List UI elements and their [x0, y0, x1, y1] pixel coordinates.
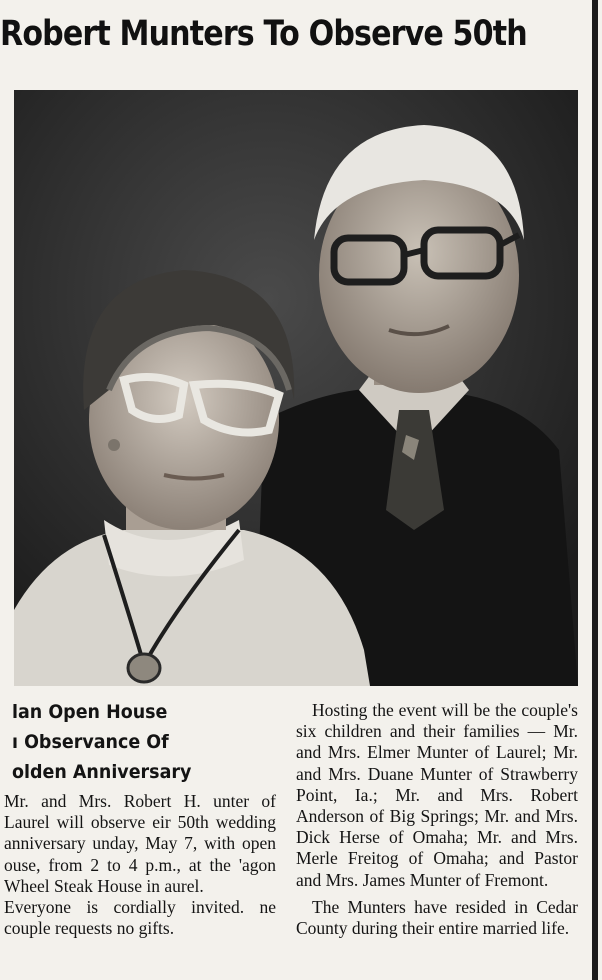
article-paragraph: Everyone is cordially invited. ne couple requests no gifts.: [4, 897, 276, 939]
article-paragraph: The Munters have resided in Cedar County during their entire married life.: [296, 896, 578, 939]
anniversary-portrait-photo: [14, 90, 578, 686]
subhead-line: ı Observance Of: [12, 731, 169, 753]
article-paragraph: Hosting the event will be the couple's six children and their families — Mr. and Mrs. Elmer Munter of Laurel; Mr. and Mrs. Duane Munter of Strawberry Point, Ia.; Mr. and Mrs. Robert Anderson of Big Springs; Mr. and Mrs. Dick Herse of Omaha; Mr. and Mrs. Merle Freitog of Omaha; and Pastor and Mrs. James Munter of Fremont.: [296, 700, 578, 890]
subhead-line: lan Open House: [12, 701, 168, 723]
right-column: [296, 700, 578, 939]
left-column: [4, 697, 276, 939]
subhead-line: olden Anniversary: [12, 761, 192, 783]
headline: Robert Munters To Observe 50th: [0, 14, 527, 54]
portrait-illustration: [14, 90, 578, 686]
article-paragraph: Mr. and Mrs. Robert H. unter of Laurel will observe eir 50th wedding anniversary unday, May 7, with open ouse, from 2 to 4 p.m., at the 'agon Wheel Steak House in aurel.: [4, 791, 276, 896]
page-edge-rule: [592, 0, 598, 980]
